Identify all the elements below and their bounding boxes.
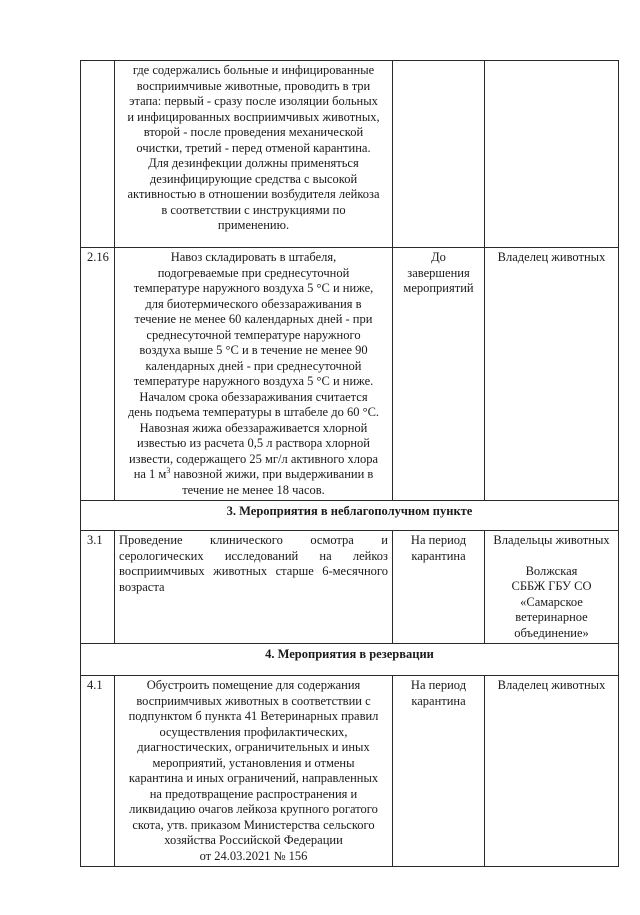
text-line: подпунктом б пункта 41 Ветеринарных правил bbox=[128, 709, 379, 723]
responsible-cell: Владелец животных bbox=[485, 676, 619, 867]
text-line: воздуха выше 5 °С и в течение не менее 90 bbox=[139, 343, 368, 357]
text-line: восприимчивые животные, проводить в три bbox=[136, 78, 371, 93]
text-line: для биотермического обеззараживания в bbox=[145, 296, 362, 311]
text-line: день подъема температуры в штабеле до 60 °С. bbox=[127, 405, 380, 419]
text-line: активностью в отношении возбудителя лейкоза bbox=[127, 187, 380, 201]
term-line: карантина bbox=[411, 693, 466, 708]
text-line: календарных дней - при среднесуточной bbox=[145, 358, 362, 373]
term-line: завершения bbox=[407, 265, 470, 280]
table-row bbox=[81, 248, 619, 501]
measure-text-cell bbox=[115, 676, 393, 867]
text-line: известью из расчета 0,5 л раствора хлорной bbox=[137, 436, 370, 450]
text-line: Для дезинфекции должны применяться bbox=[148, 156, 359, 170]
text-line: карантина и иных ограничений, направленных bbox=[128, 771, 379, 785]
responsible-line: СББЖ ГБУ СО bbox=[511, 579, 592, 593]
row-number-cell bbox=[81, 61, 115, 248]
text-line: Обустроить помещение для содержания bbox=[146, 678, 361, 692]
text-line: восприимчивых животных в соответствии с bbox=[136, 693, 371, 708]
term-cell bbox=[393, 61, 485, 248]
text-fragment: навозной жижи, при выдерживании в bbox=[170, 467, 374, 481]
text-line: Началом срока обеззараживания считается bbox=[139, 389, 368, 404]
text-line: скота, утв. приказом Министерства сельского bbox=[132, 817, 375, 832]
text-line: Навоз складировать в штабеля, bbox=[170, 250, 337, 264]
responsible-cell bbox=[485, 531, 619, 644]
row-number-cell: 3.1 bbox=[81, 531, 115, 644]
text-line: второй - после проведения механической bbox=[143, 125, 364, 139]
text-line: где содержались больные и инфицированные bbox=[132, 63, 375, 77]
text-line: температуре наружного воздуха 5 °С и ниже. bbox=[133, 374, 374, 388]
text-line bbox=[119, 467, 388, 483]
superscript: 3 bbox=[166, 465, 171, 475]
text-line: и инфицированных восприимчивых животных, bbox=[127, 109, 380, 124]
section-header-row bbox=[81, 644, 619, 676]
text-line: среднесуточной температуре наружного bbox=[146, 327, 361, 342]
term-cell bbox=[393, 531, 485, 644]
text-line: мероприятий, установления и отмены bbox=[152, 755, 355, 770]
section-title: 4. Мероприятия в резервации bbox=[81, 644, 619, 676]
responsible-line: объединение» bbox=[514, 625, 589, 640]
term-line: До bbox=[431, 250, 446, 264]
measure-text-cell bbox=[115, 61, 393, 248]
responsible-line: «Самарское bbox=[520, 594, 583, 609]
text-line: диагностических, ограничительных и иных bbox=[137, 740, 370, 754]
text-line: извести, содержащего 25 мг/л активного хлора bbox=[128, 451, 379, 466]
text-line: подогреваемые при среднесуточной bbox=[157, 265, 350, 280]
term-line: мероприятий bbox=[403, 281, 474, 295]
text-line: температуре наружного воздуха 5 °С и ниже, bbox=[133, 281, 374, 295]
section-title: 3. Мероприятия в неблагополучном пункте bbox=[81, 501, 619, 531]
term-line: карантина bbox=[411, 548, 466, 563]
table-row bbox=[81, 61, 619, 248]
responsible-line: ветеринарное bbox=[515, 610, 588, 624]
term-cell bbox=[393, 248, 485, 501]
measure-text-cell bbox=[115, 248, 393, 501]
text-fragment: на 1 м bbox=[133, 467, 167, 481]
text-line: от 24.03.2021 № 156 bbox=[199, 848, 308, 863]
measure-text-cell: Проведение клинического осмотра и серологических исследований на лейкоз восприимчивых животных старше 6-месячного возраста bbox=[115, 531, 393, 644]
text-line: этапа: первый - сразу после изоляции больных bbox=[129, 94, 378, 108]
term-cell bbox=[393, 676, 485, 867]
text-line: применению. bbox=[217, 218, 290, 232]
text-line: ликвидацию очагов лейкоза крупного рогатого bbox=[129, 802, 378, 816]
text-line: хозяйства Российской Федерации bbox=[164, 833, 343, 847]
text-line: осуществления профилактических, bbox=[159, 724, 348, 739]
text-line: Навозная жижа обеззараживается хлорной bbox=[139, 420, 368, 435]
section-header-row bbox=[81, 501, 619, 531]
text-line: в соответствии с инструкциями по bbox=[161, 202, 346, 217]
responsible-cell: Владелец животных bbox=[485, 248, 619, 501]
text-line: течение не менее 60 календарных дней - при bbox=[134, 312, 373, 326]
responsible-line: Волжская bbox=[525, 563, 578, 578]
term-line: На период bbox=[410, 678, 467, 692]
table-row bbox=[81, 676, 619, 867]
text-line: на предотвращение распространения и bbox=[149, 786, 358, 801]
row-number-cell: 2.16 bbox=[81, 248, 115, 501]
text-line: течение не менее 18 часов. bbox=[182, 482, 325, 497]
responsible-line: Владельцы животных bbox=[493, 533, 610, 547]
row-number-cell: 4.1 bbox=[81, 676, 115, 867]
text-line: очистки, третий - перед отменой карантина. bbox=[136, 140, 371, 155]
term-line: На период bbox=[410, 533, 467, 547]
responsible-cell bbox=[485, 61, 619, 248]
text-line: дезинфицирующие средства с высокой bbox=[149, 171, 358, 186]
measures-table bbox=[80, 60, 619, 867]
table-row bbox=[81, 531, 619, 644]
